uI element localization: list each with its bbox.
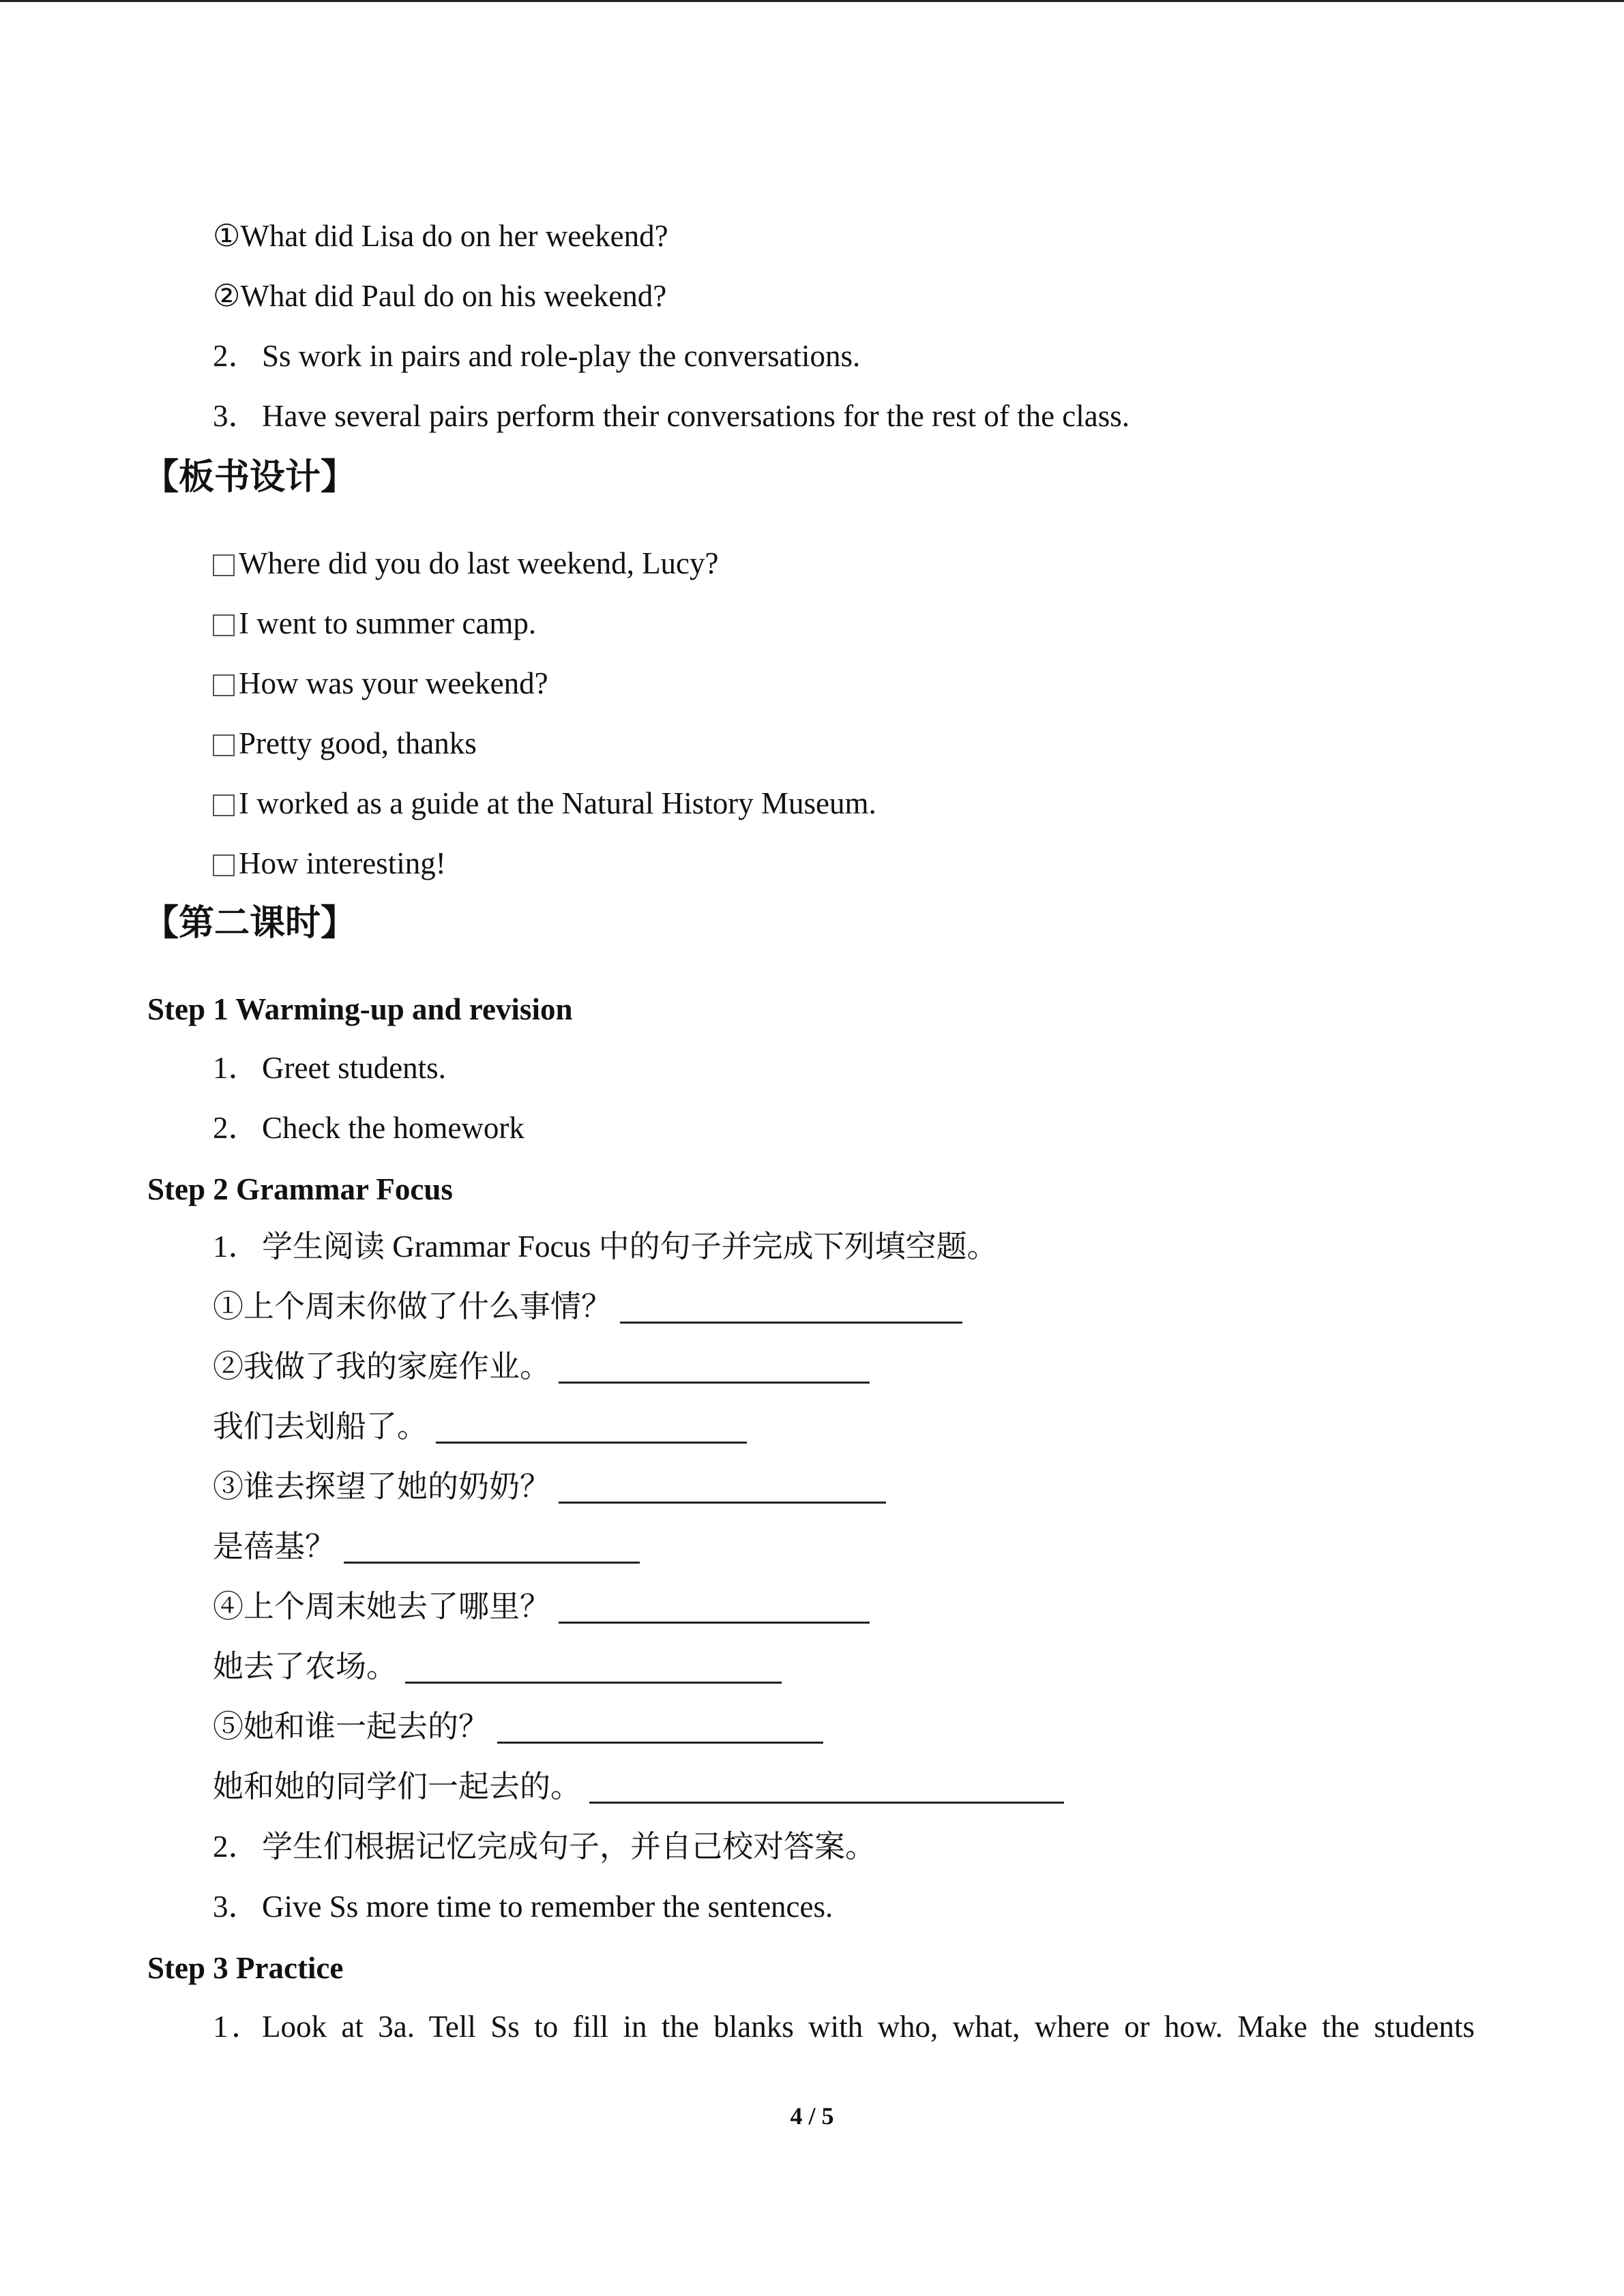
board-item xyxy=(213,844,446,882)
item-number: 1． xyxy=(213,1229,259,1264)
checkbox-icon xyxy=(213,554,235,576)
step3-title: Step 3 Practice xyxy=(147,1951,344,1985)
step2-title: Step 2 Grammar Focus xyxy=(147,1172,453,1206)
item-number: 3． xyxy=(213,399,259,433)
step-item xyxy=(213,337,860,375)
step1-title: Step 1 Warming-up and revision xyxy=(147,992,573,1026)
step-item xyxy=(213,1828,876,1866)
step-item xyxy=(213,1888,833,1926)
prompt-text: ⑤她和谁一起去的？ xyxy=(213,1710,490,1744)
checkbox-icon xyxy=(213,854,235,876)
step-item xyxy=(213,1109,525,1147)
fill-blank-line xyxy=(213,1287,962,1326)
board-item-text: Where did you do last weekend, Lucy? xyxy=(239,546,719,580)
item-text: Ss work in pairs and role-play the conversations. xyxy=(262,339,861,373)
page-number: 4 / 5 xyxy=(790,2102,834,2130)
board-item-text: I went to summer camp. xyxy=(239,606,537,640)
item-text: 学生们根据记忆完成句子，并自己校对答案。 xyxy=(262,1830,876,1864)
item-text: Greet students. xyxy=(262,1051,446,1085)
item-text: Have several pairs perform their conversations for the rest of the class. xyxy=(262,399,1130,433)
board-item-text: Pretty good, thanks xyxy=(239,726,477,760)
fill-blank-line xyxy=(213,1768,1064,1806)
board-item xyxy=(213,724,477,762)
board-item xyxy=(213,604,536,642)
answer-blank[interactable] xyxy=(559,1592,870,1624)
item-number: 1． xyxy=(213,2010,262,2044)
prompt-text: ②我做了我的家庭作业。 xyxy=(213,1350,551,1384)
fill-blank-line xyxy=(213,1467,886,1506)
answer-blank[interactable] xyxy=(497,1712,823,1744)
answer-blank[interactable] xyxy=(559,1472,886,1504)
answer-blank[interactable] xyxy=(344,1532,640,1564)
fill-blank-line xyxy=(213,1527,640,1566)
item-text: Give Ss more time to remember the sentences. xyxy=(262,1890,833,1924)
checkbox-icon xyxy=(213,734,235,756)
checkbox-icon xyxy=(213,794,235,816)
item-text: 学生阅读 Grammar Focus 中的句子并完成下列填空题。 xyxy=(262,1229,998,1264)
prompt-text: ①上个周末你做了什么事情？ xyxy=(213,1289,612,1324)
step-item xyxy=(213,397,1130,435)
fill-blank-line xyxy=(213,1347,870,1386)
answer-blank[interactable] xyxy=(436,1412,747,1444)
item-number: 2． xyxy=(213,1111,259,1145)
fill-blank-line xyxy=(213,1648,782,1686)
prompt-text: 她和她的同学们一起去的。 xyxy=(213,1770,582,1804)
prompt-text: 我们去划船了。 xyxy=(213,1410,428,1444)
item-number: 2． xyxy=(213,339,259,373)
prompt-text: ③谁去探望了她的奶奶？ xyxy=(213,1470,551,1504)
answer-blank[interactable] xyxy=(589,1772,1064,1804)
fill-blank-line xyxy=(213,1587,870,1626)
answer-blank[interactable] xyxy=(405,1652,782,1684)
board-design-heading: 【板书设计】 xyxy=(143,457,357,498)
second-lesson-heading: 【第二课时】 xyxy=(143,903,357,944)
item-number: 1． xyxy=(213,1051,259,1085)
item-number: 2． xyxy=(213,1830,259,1864)
prompt-text: 是蓓基？ xyxy=(213,1530,336,1564)
step-item xyxy=(213,1049,446,1087)
item-text: Check the homework xyxy=(262,1111,525,1145)
answer-blank[interactable] xyxy=(559,1352,870,1384)
prompt-text: ④上个周末她去了哪里？ xyxy=(213,1590,551,1624)
board-item xyxy=(213,784,876,822)
step-item xyxy=(213,1227,998,1266)
prompt-text: 她去了农场。 xyxy=(213,1650,398,1684)
checkbox-icon xyxy=(213,674,235,696)
board-item-text: I worked as a guide at the Natural History Museum. xyxy=(239,786,876,820)
answer-blank[interactable] xyxy=(620,1292,962,1324)
item-text: Look at 3a. Tell Ss to fill in the blanks with who, what, where or how. Make the students xyxy=(262,2010,1475,2044)
checkbox-icon xyxy=(213,614,235,636)
fill-blank-line xyxy=(213,1407,747,1446)
question-line: ①What did Lisa do on her weekend? xyxy=(213,219,668,253)
board-item xyxy=(213,544,719,582)
step-item xyxy=(213,2008,1475,2046)
item-number: 3． xyxy=(213,1890,259,1924)
fill-blank-line xyxy=(213,1708,823,1746)
board-item-text: How was your weekend? xyxy=(239,666,548,700)
question-line: ②What did Paul do on his weekend? xyxy=(213,279,667,313)
board-item-text: How interesting! xyxy=(239,846,446,880)
board-item xyxy=(213,664,548,702)
